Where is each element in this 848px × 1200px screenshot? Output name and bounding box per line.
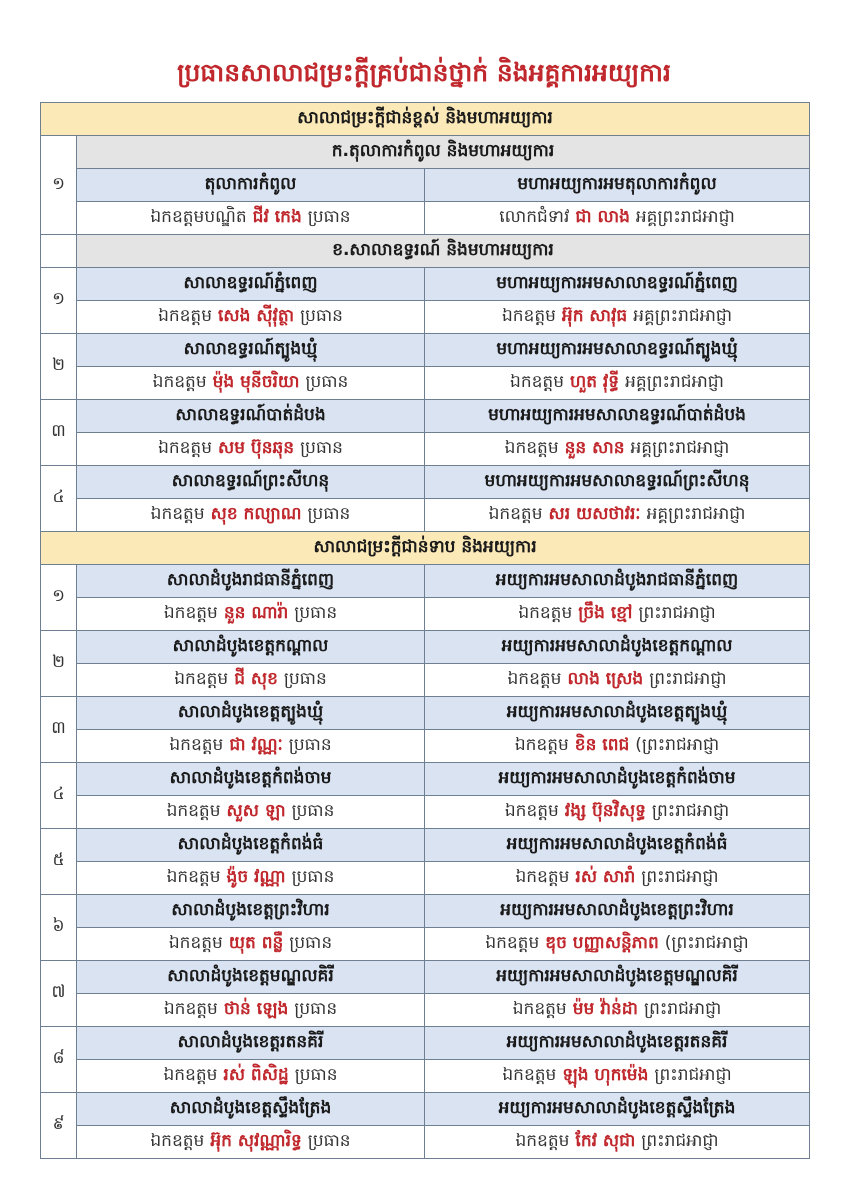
row-number: ១ [41,565,77,631]
official-role: ប្រធាន [300,305,343,326]
row-number: ៨ [41,1027,77,1093]
official-name: ឌុច បញ្ញាសន្តិភាព [545,932,659,953]
prosecution-name: មហាអយ្យការអមសាលាឧទ្ធរណ៍ព្រះសីហនុ [425,466,810,499]
official-name: អ៊ុក សុវណ្ណារិទ្ធ [210,1130,302,1151]
official-name: ម៉ម វ៉ាន់ដា [572,998,638,1019]
official-name: យុត ពន្លឺ [228,932,284,953]
official-role: អគ្គព្រះរាជអាជ្ញា [646,503,746,524]
court-title-row [41,697,810,730]
official-name: សុខ កល្យាណ [210,503,302,524]
court-president [77,598,425,631]
court-name: សាលាឧទ្ធរណ៍ភ្នំពេញ [77,268,425,301]
official-role: អគ្គព្រះរាជអាជ្ញា [633,305,733,326]
honorific: ឯកឧត្តម [515,1130,570,1151]
honorific: ឯកឧត្តម [504,800,559,821]
court-president [77,664,425,697]
official-name: ហួត វុទ្ធី [570,371,620,392]
honorific: ឯកឧត្តម [514,734,569,755]
officials-row [41,1126,810,1159]
official-name: ជី សុខ [234,668,278,689]
row-number: ៩ [41,1093,77,1159]
official-role: អគ្គព្រះរាជអាជ្ញា [635,206,735,227]
section-heading: សាលាជម្រះក្ដីជាន់ខ្ពស់ និងមហាអយ្យការ [41,103,810,136]
court-president [77,1060,425,1093]
court-title-row [41,895,810,928]
court-president [77,730,425,763]
prosecution-name: មហាអយ្យការអមសាលាឧទ្ធរណ៍ភ្នំពេញ [425,268,810,301]
honorific: ឯកឧត្តម [510,371,565,392]
honorific: ឯកឧត្តម [163,998,218,1019]
chief-prosecutor [425,664,810,697]
row-number: ៧ [41,961,77,1027]
chief-prosecutor [425,301,810,334]
honorific: ឯកឧត្តម [152,371,207,392]
prosecution-name: អយ្យការអមសាលាដំបូងខេត្តកំពង់ចាម [425,763,810,796]
official-role: ព្រះរាជអាជ្ញា [651,800,730,821]
chief-prosecutor [425,862,810,895]
court-president [77,994,425,1027]
honorific: ឯកឧត្តម [501,305,556,326]
honorific: ឯកឧត្តម [150,1130,205,1151]
prosecution-name: អយ្យការអមសាលាដំបូងខេត្តកំពង់ធំ [425,829,810,862]
officials-row [41,862,810,895]
official-role: ព្រះរាជអាជ្ញា [644,998,722,1019]
court-name: សាលាឧទ្ធរណ៍ព្រះសីហនុ [77,466,425,499]
honorific: ឯកឧត្តម [168,932,223,953]
section-heading-row [41,532,810,565]
prosecution-name: អយ្យការអមសាលាដំបូងខេត្តស្ទឹងត្រែង [425,1093,810,1126]
official-name: សរ យសថាវរៈ [548,503,641,524]
court-president [77,928,425,961]
chief-prosecutor [425,367,810,400]
court-president [77,367,425,400]
officials-row [41,664,810,697]
officials-row [41,499,810,532]
official-name: ជីវ កេង [252,206,302,227]
honorific: ឯកឧត្តម [163,602,218,623]
official-name: ជា លាង [575,206,630,227]
official-role: ព្រះរាជអាជ្ញា [638,602,716,623]
honorific: ឯកឧត្តម [518,602,573,623]
court-title-row [41,565,810,598]
official-name: ង៉ូច វណ្ណា [226,866,286,887]
official-role: ព្រះរាជអាជ្ញា [641,866,719,887]
court-name: សាលាដំបូងខេត្តកំពង់ចាម [77,763,425,796]
court-name: សាលាដំបូងខេត្តមណ្ឌលគិរី [77,961,425,994]
court-president [77,301,425,334]
court-name: សាលាដំបូងខេត្តត្បូងឃ្មុំ [77,697,425,730]
honorific: ឯកឧត្តមបណ្ឌិត [150,206,247,227]
official-name: នួន ណារ៉ា [223,602,289,623]
chief-prosecutor [425,499,810,532]
row-number: ៤ [41,763,77,829]
official-role: ប្រធាន [283,668,327,689]
official-role: ប្រធាន [288,734,332,755]
official-role: ព្រះរាជអាជ្ញា [654,1064,732,1085]
official-role: ព្រះរាជអាជ្ញា [641,1130,719,1151]
officials-row [41,1060,810,1093]
court-president [77,433,425,466]
honorific: ឯកឧត្តម [150,503,205,524]
courts-table-body [41,103,810,1159]
official-name: ជា វណ្ណៈ [229,734,283,755]
official-name: អ៊ុក សាវុធ [561,305,628,326]
official-name: លាង ស្រេង [567,668,644,689]
court-president [77,1126,425,1159]
honorific: ឯកឧត្តម [485,932,540,953]
honorific: ឯកឧត្តម [163,1064,218,1085]
official-name: រស់ សារាំ [575,866,636,887]
official-name: កែវ សុជា [575,1130,636,1151]
officials-row [41,202,810,235]
court-name: សាលាដំបូងខេត្តកណ្ដាល [77,631,425,664]
official-role: ប្រធាន [291,800,335,821]
official-name: នួន សាន [564,437,625,458]
honorific: ឯកឧត្តម [169,734,224,755]
prosecution-name: អយ្យការអមសាលាដំបូងរាជធានីភ្នំពេញ [425,565,810,598]
official-role: ព្រះរាជអាជ្ញា [649,668,727,689]
chief-prosecutor [425,928,810,961]
official-role: ប្រធាន [289,932,333,953]
row-number: ១ [41,268,77,334]
chief-prosecutor [425,433,810,466]
official-role: ប្រធាន [307,503,351,524]
row-number: ២ [41,334,77,400]
chief-prosecutor [425,730,810,763]
court-title-row [41,268,810,301]
subheading-row [41,136,810,169]
court-president [77,862,425,895]
row-number: ៥ [41,829,77,895]
officials-row [41,796,810,829]
official-role: អគ្គព្រះរាជអាជ្ញា [625,371,724,392]
chief-prosecutor [425,598,810,631]
official-name: ខិន ពេជ [574,734,630,755]
honorific: ឯកឧត្តម [174,668,229,689]
court-name: សាលាឧទ្ធរណ៍ត្បូងឃ្មុំ [77,334,425,367]
honorific: ឯកឧត្តម [507,668,562,689]
court-title-row [41,169,810,202]
prosecution-name: អយ្យការអមសាលាដំបូងខេត្តកណ្ដាល [425,631,810,664]
official-name: ម៉ុង មុនីចរិយា [212,371,300,392]
honorific: ឯកឧត្តម [502,1064,557,1085]
official-role: ប្រធាន [294,602,338,623]
honorific: ឯកឧត្តម [166,866,221,887]
row-number: ១ [41,136,77,235]
court-title-row [41,400,810,433]
chief-prosecutor [425,1060,810,1093]
court-title-row [41,1027,810,1060]
honorific: ឯកឧត្តម [488,503,543,524]
row-number: ៣ [41,400,77,466]
officials-row [41,994,810,1027]
court-name: សាលាដំបូងខេត្តកំពង់ធំ [77,829,425,862]
chief-prosecutor [425,994,810,1027]
court-title-row [41,466,810,499]
chief-prosecutor [425,1126,810,1159]
court-name: សាលាឧទ្ធរណ៍បាត់ដំបង [77,400,425,433]
prosecution-name: មហាអយ្យការអមតុលាការកំពូល [425,169,810,202]
row-number: ៣ [41,697,77,763]
honorific: លោកជំទាវ [499,206,570,227]
court-title-row [41,334,810,367]
officials-row [41,730,810,763]
honorific: ឯកឧត្តម [158,305,213,326]
court-title-row [41,763,810,796]
court-title-row [41,829,810,862]
court-name: តុលាការកំពូល [77,169,425,202]
blank-number-cell [41,235,77,268]
official-role: (ព្រះរាជអាជ្ញា [635,734,720,755]
subheading-row [41,235,810,268]
prosecution-name: អយ្យការអមសាលាដំបូងខេត្តត្បូងឃ្មុំ [425,697,810,730]
court-title-row [41,1093,810,1126]
official-name: សេង ស៊ីវុត្ថា [218,305,295,326]
page-title: ប្រធានសាលាជម្រះក្ដីគ្រប់ជាន់ថ្នាក់ និងអគ្គការអយ្យការ [177,58,671,87]
court-president [77,202,425,235]
row-number: ៤ [41,466,77,532]
honorific: ឯកឧត្តម [504,437,559,458]
official-role: ប្រធាន [294,998,338,1019]
group-subheading: ខ.សាលាឧទ្ធរណ៍ និងមហាអយ្យការ [77,235,810,268]
court-president [77,796,425,829]
honorific: ឯកឧត្តម [166,800,221,821]
official-name: ថាន់ ឡេង [223,998,289,1019]
prosecution-name: មហាអយ្យការអមសាលាឧទ្ធរណ៍បាត់ដំបង [425,400,810,433]
court-name: សាលាដំបូងរាជធានីភ្នំពេញ [77,565,425,598]
row-number: ៦ [41,895,77,961]
court-president [77,499,425,532]
prosecution-name: អយ្យការអមសាលាដំបូងខេត្តព្រះវិហារ [425,895,810,928]
official-role: ប្រធាន [307,1130,351,1151]
honorific: ឯកឧត្តម [515,866,570,887]
official-name: វង្ស ប៊ុនវិសុទ្ធ [564,800,646,821]
official-name: សម ប៊ុនឆុន [218,437,295,458]
section-heading-row [41,103,810,136]
honorific: ឯកឧត្តម [512,998,567,1019]
official-role: អគ្គព្រះរាជអាជ្ញា [630,437,730,458]
officials-row [41,301,810,334]
prosecution-name: មហាអយ្យការអមសាលាឧទ្ធរណ៍ត្បូងឃ្មុំ [425,334,810,367]
prosecution-name: អយ្យការអមសាលាដំបូងខេត្តរតនគិរី [425,1027,810,1060]
group-subheading: ក.តុលាការកំពូល និងមហាអយ្យការ [77,136,810,169]
court-name: សាលាដំបូងខេត្តព្រះវិហារ [77,895,425,928]
row-number: ២ [41,631,77,697]
official-role: ប្រធាន [300,437,343,458]
official-role: ប្រធាន [291,866,335,887]
prosecution-name: អយ្យការអមសាលាដំបូងខេត្តមណ្ឌលគិរី [425,961,810,994]
court-name: សាលាដំបូងខេត្តស្ទឹងត្រែង [77,1093,425,1126]
official-name: ឡុង ហុកម៉េង [562,1064,649,1085]
official-role: ប្រធាន [307,206,351,227]
officials-row [41,367,810,400]
court-name: សាលាដំបូងខេត្តរតនគិរី [77,1027,425,1060]
officials-row [41,928,810,961]
section-heading: សាលាជម្រះក្ដីជាន់ទាប និងអយ្យការ [41,532,810,565]
honorific: ឯកឧត្តម [158,437,213,458]
officials-row [41,598,810,631]
courts-table [40,102,810,1159]
chief-prosecutor [425,202,810,235]
court-title-row [41,631,810,664]
official-name: រស់ ពិសិដ្ឋ [223,1064,289,1085]
court-title-row [41,961,810,994]
official-name: ច្រឹង ខ្មៅ [578,602,633,623]
official-role: ប្រធាន [294,1064,338,1085]
official-role: ប្រធាន [305,371,349,392]
officials-row [41,433,810,466]
chief-prosecutor [425,796,810,829]
official-role: (ព្រះរាជអាជ្ញា [664,932,749,953]
official-name: សួស ឡា [226,800,286,821]
